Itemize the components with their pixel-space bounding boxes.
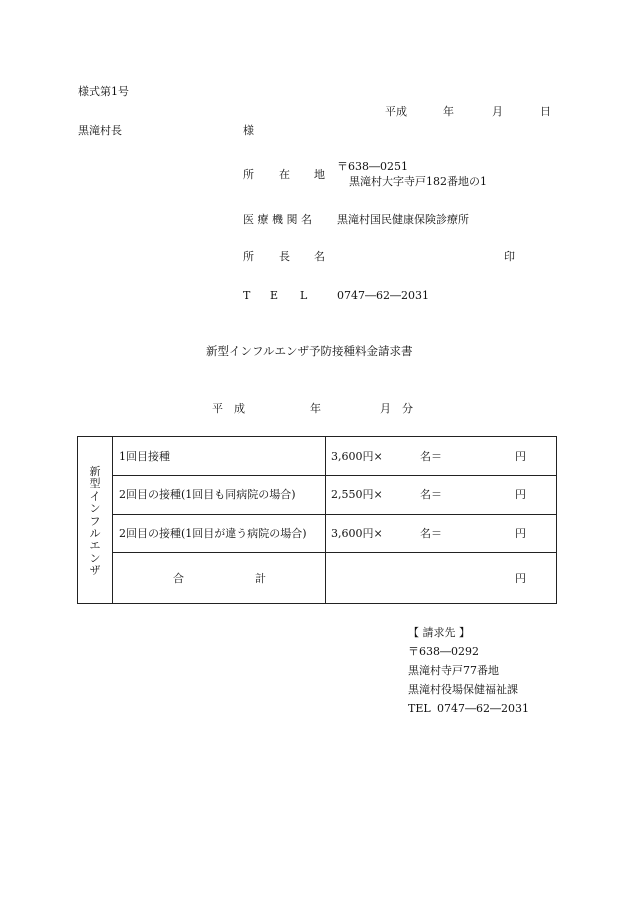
side-char: 新	[89, 465, 101, 478]
row-yen: 円	[515, 527, 526, 540]
date-day-unit: 日	[540, 105, 551, 118]
side-char: ル	[89, 526, 101, 540]
table-divider-side	[112, 436, 113, 604]
date-month-unit: 月	[492, 105, 503, 118]
clinic-address: 黒滝村大字寺戸182番地の1	[349, 175, 487, 188]
row-price: 2,550円×	[331, 488, 383, 501]
clinic-tel: 0747―62―2031	[337, 289, 429, 302]
row-yen: 円	[515, 488, 526, 501]
address-label-1: 所	[243, 168, 254, 181]
billing-tel: 0747―62―2031	[437, 702, 529, 715]
director-label-2: 長	[279, 250, 290, 263]
side-char: エ	[89, 539, 101, 553]
institution-name: 黒滝村国民健康保険診療所	[337, 213, 469, 226]
form-number: 様式第1号	[78, 85, 129, 98]
side-label-vertical	[78, 466, 112, 578]
table-row-divider	[112, 552, 557, 553]
side-char: フ	[89, 514, 101, 528]
period-year-unit: 年	[310, 402, 321, 415]
honorific: 様	[243, 124, 254, 137]
tel-label-t: T	[243, 289, 251, 302]
table-border-right	[556, 436, 557, 604]
billing-address: 黒滝村寺戸77番地	[408, 664, 499, 677]
period-suffix: 分	[402, 402, 413, 415]
period-era: 平 成	[212, 402, 245, 415]
total-label-2: 計	[255, 572, 266, 585]
addressee: 黒滝村長	[78, 124, 122, 137]
side-char: イ	[89, 489, 101, 503]
row-price: 3,600円×	[331, 527, 383, 540]
date-era: 平成	[385, 105, 407, 118]
billing-postal: 〒638―0292	[408, 645, 479, 658]
table-divider-middle	[325, 436, 326, 604]
institution-label: 医 療 機 関 名	[243, 213, 312, 226]
address-label-2: 在	[279, 168, 290, 181]
director-label-3: 名	[314, 250, 325, 263]
row-count-label: 名＝	[420, 488, 442, 501]
total-yen: 円	[515, 572, 526, 585]
billing-department: 黒滝村役場保健福祉課	[408, 683, 518, 696]
row-yen: 円	[515, 450, 526, 463]
tel-label-l: L	[300, 289, 308, 302]
address-label-3: 地	[314, 168, 325, 181]
clinic-postal: 〒638―0251	[337, 160, 408, 173]
total-label-1: 合	[173, 572, 184, 585]
table-row-divider	[112, 475, 557, 476]
row-item: 2回目の接種(1回目が違う病院の場合)	[119, 527, 307, 540]
director-label-1: 所	[243, 250, 254, 263]
table-row-divider	[112, 514, 557, 515]
side-char: ン	[89, 502, 101, 516]
row-count-label: 名＝	[420, 527, 442, 540]
row-count-label: 名＝	[420, 450, 442, 463]
side-char: ザ	[89, 564, 101, 578]
billing-tel-label: TEL	[408, 702, 431, 715]
period-month-unit: 月	[380, 402, 391, 415]
tel-label-e: E	[270, 289, 279, 302]
side-char: 型	[89, 477, 101, 491]
side-char: ン	[89, 551, 101, 565]
row-item: 1回目接種	[119, 450, 170, 463]
row-price: 3,600円×	[331, 450, 383, 463]
seal-mark: 印	[504, 250, 515, 263]
billing-heading: 【 請求先 】	[408, 626, 470, 639]
date-year-unit: 年	[443, 105, 454, 118]
row-item: 2回目の接種(1回目も同病院の場合)	[119, 488, 296, 501]
table-border-bottom	[77, 603, 557, 604]
document-title: 新型インフルエンザ予防接種料金請求書	[206, 344, 413, 358]
table-border-top	[77, 436, 557, 437]
